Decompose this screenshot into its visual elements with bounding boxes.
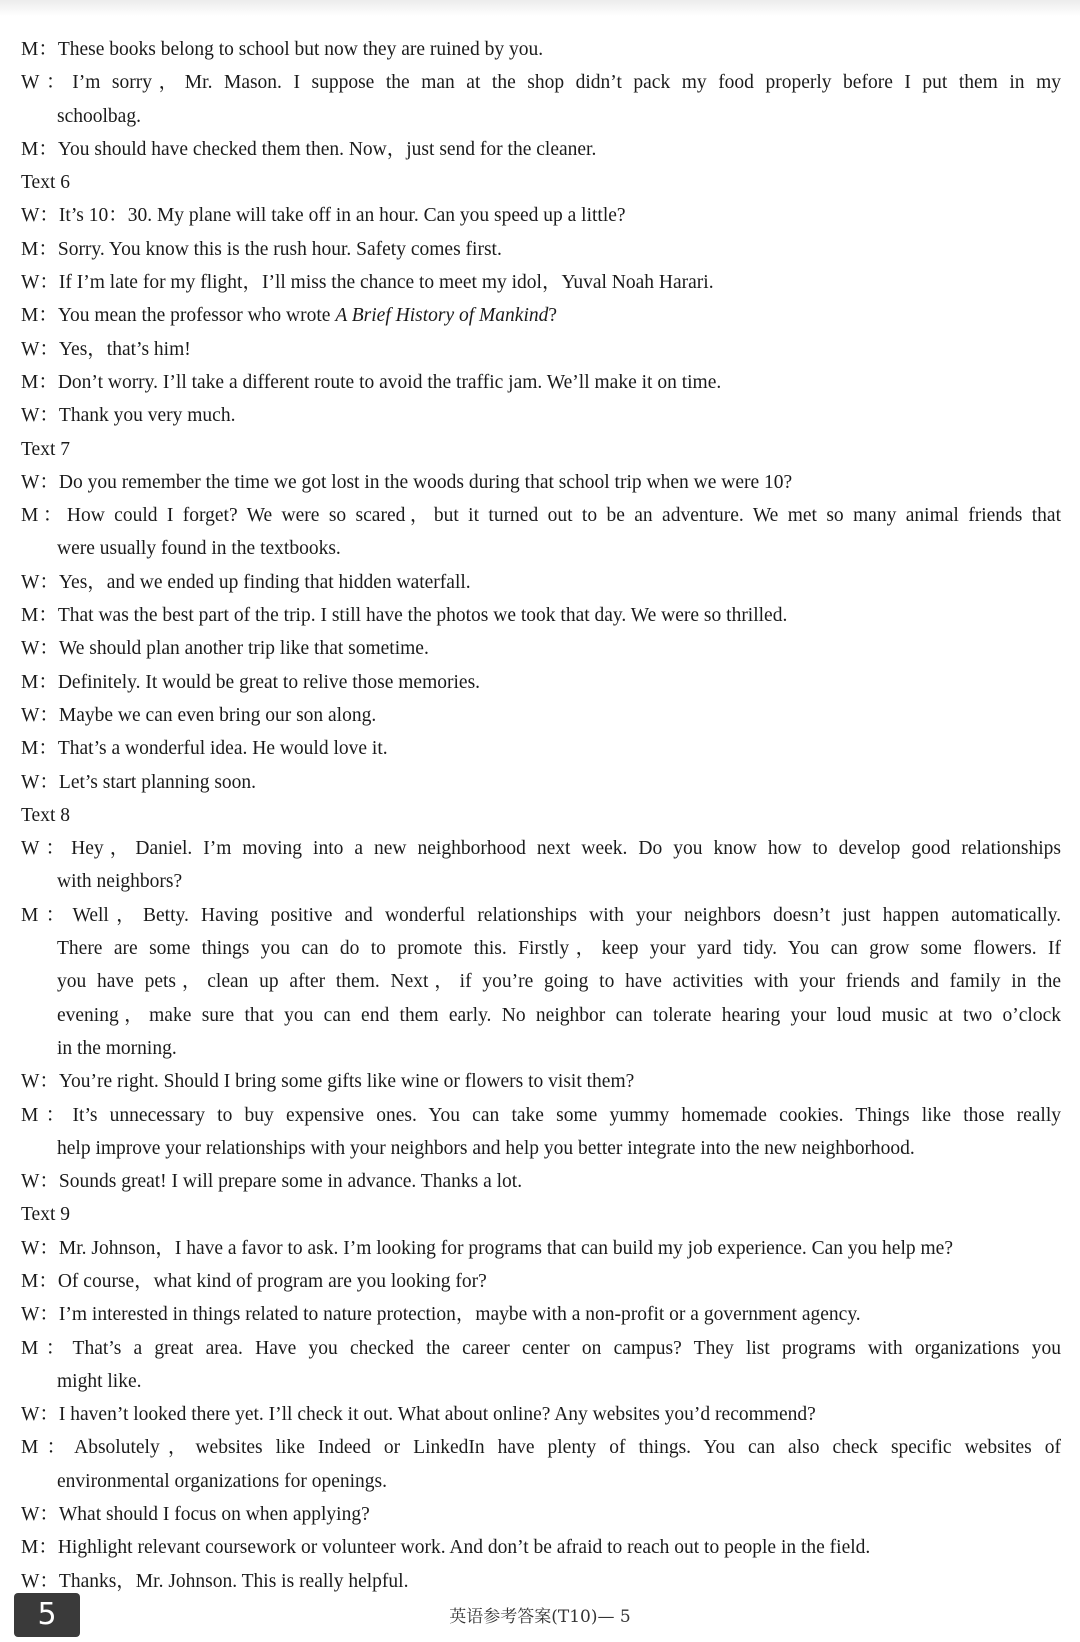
- dialogue-text: Do you remember the time we got lost in the woods during that school trip when we were 10?: [58, 471, 793, 493]
- book-title: A Brief History of Mankind: [335, 305, 549, 327]
- dialogue-text: Mr. Johnson，I have a favor to ask. I’m looking for programs that can build my job experience. Can you help me?: [58, 1237, 953, 1259]
- speaker-label: W：: [21, 638, 59, 660]
- dialogue-line: [21, 666, 1061, 699]
- dialogue-line: [21, 1165, 1061, 1198]
- dialogue-line: [21, 566, 1061, 599]
- dialogue-line: [21, 1565, 1061, 1598]
- dialogue-line: [21, 133, 1061, 166]
- speaker-label: W：: [21, 338, 59, 360]
- dialogue-line: [21, 333, 1061, 366]
- dialogue-continuation: environmental organizations for openings.: [57, 1470, 387, 1492]
- section-header: Text 8: [21, 804, 70, 826]
- dialogue-text: Let’s start planning soon.: [58, 771, 257, 793]
- dialogue-text: Maybe we can even bring our son along.: [58, 704, 377, 726]
- dialogue-line: [21, 33, 1061, 66]
- dialogue-continuation: schoolbag.: [57, 105, 141, 127]
- dialogue-text: Hey，Daniel. I’m moving into a new neighborhood next week. Do you know how to develop good relationships: [71, 838, 1061, 860]
- dialogue-text: Definitely. It would be great to relive those memories.: [57, 671, 481, 693]
- speaker-label: W：: [21, 1171, 59, 1193]
- speaker-label: M：: [21, 305, 58, 327]
- dialogue-continuation: There are some things you can do to promote this. Firstly，keep your yard tidy. You can grow some flowers. If: [57, 938, 1061, 960]
- dialogue-line: [21, 499, 1061, 532]
- speaker-label: W：: [21, 471, 59, 493]
- dialogue-continuation: help improve your relationships with your neighbors and help you better integrate into the new neighborhood.: [57, 1137, 915, 1159]
- dialogue-text: You mean the professor who wrote: [57, 305, 336, 327]
- speaker-label: M：: [21, 1270, 58, 1292]
- dialogue-line: [21, 199, 1061, 232]
- dialogue-text: I’m interested in things related to nature protection，maybe with a non-profit or a government agency.: [58, 1304, 861, 1326]
- dialogue-line: [21, 1065, 1061, 1098]
- dialogue-line: [21, 1531, 1061, 1564]
- speaker-label: W：: [21, 571, 59, 593]
- dialogue-text: Highlight relevant coursework or volunteer work. And don’t be afraid to reach out to people in the field.: [57, 1537, 871, 1559]
- dialogue-line: [21, 1332, 1061, 1365]
- speaker-label: W：: [21, 1071, 59, 1093]
- dialogue-text: Thank you very much.: [58, 405, 236, 427]
- dialogue-text: You should have checked them then. Now，just send for the cleaner.: [57, 138, 597, 160]
- dialogue-continuation: with neighbors?: [57, 871, 183, 893]
- dialogue-line: [21, 899, 1061, 932]
- page-number-badge: 5: [14, 1593, 80, 1637]
- dialogue-line: [21, 466, 1061, 499]
- dialogue-line: [21, 266, 1061, 299]
- dialogue-text: Well，Betty. Having positive and wonderful relationships with your neighbors doesn’t just happen automatically.: [72, 904, 1061, 926]
- speaker-label: M：: [21, 138, 58, 160]
- dialogue-line: [21, 832, 1061, 865]
- dialogue-text: That was the best part of the trip. I still have the photos we took that day. We were so thrilled.: [57, 605, 788, 627]
- speaker-label: W：: [21, 838, 72, 860]
- speaker-label: W：: [21, 704, 59, 726]
- dialogue-line: [21, 1099, 1061, 1132]
- dialogue-text: Sorry. You know this is the rush hour. Safety comes first.: [57, 238, 502, 260]
- dialogue-line: [21, 1232, 1061, 1265]
- speaker-label: M：: [21, 505, 67, 527]
- dialogue-line: [21, 399, 1061, 432]
- speaker-label: W：: [21, 1504, 59, 1526]
- dialogue-line: [21, 366, 1061, 399]
- dialogue-text: I haven’t looked there yet. I’ll check it out. What about online? Any websites you’d recommend?: [58, 1404, 816, 1426]
- dialogue-text: You’re right. Should I bring some gifts like wine or flowers to visit them?: [58, 1071, 635, 1093]
- speaker-label: W：: [21, 72, 73, 94]
- dialogue-text: How could I forget? We were so scared，but it turned out to be an adventure. We met so many animal friends that: [66, 505, 1061, 527]
- speaker-label: M：: [21, 1537, 58, 1559]
- speaker-label: M：: [21, 39, 58, 60]
- dialogue-line: [21, 1498, 1061, 1531]
- dialogue-text: Yes，and we ended up finding that hidden waterfall.: [58, 571, 471, 593]
- dialogue-text: Absolutely，websites like Indeed or LinkedIn have plenty of things. You can also check specific websites of: [74, 1437, 1061, 1459]
- section-header: Text 9: [21, 1204, 70, 1226]
- dialogue-text: Thanks，Mr. Johnson. This is really helpful.: [58, 1570, 409, 1592]
- speaker-label: W：: [21, 1237, 59, 1259]
- dialogue-text: Sounds great! I will prepare some in advance. Thanks a lot.: [58, 1171, 523, 1193]
- speaker-label: W：: [21, 1404, 59, 1426]
- page-footer-caption: 英语参考答案(T10)— 5: [449, 1607, 631, 1627]
- speaker-label: M：: [21, 738, 58, 760]
- dialogue-continuation: in the morning.: [57, 1037, 177, 1059]
- dialogue-text: If I’m late for my flight，I’ll miss the chance to meet my idol，Yuval Noah Harari.: [58, 272, 714, 294]
- dialogue-text-end: ?: [548, 305, 558, 327]
- speaker-label: W：: [21, 405, 59, 427]
- dialogue-text: Yes，that’s him!: [58, 338, 191, 360]
- dialogue-line: [21, 1431, 1061, 1464]
- speaker-label: M：: [21, 238, 58, 260]
- speaker-label: W：: [21, 272, 59, 294]
- speaker-label: M：: [21, 1337, 73, 1359]
- dialogue-line: [21, 599, 1061, 632]
- dialogue-continuation: were usually found in the textbooks.: [57, 538, 341, 560]
- dialogue-text: We should plan another trip like that sometime.: [58, 638, 429, 660]
- dialogue-text: I’m sorry，Mr. Mason. I suppose the man at the shop didn’t pack my food properly before I put them in my: [72, 72, 1061, 94]
- speaker-label: W：: [21, 1304, 59, 1326]
- speaker-label: W：: [21, 771, 59, 793]
- speaker-label: W：: [21, 205, 59, 227]
- dialogue-line: [21, 1398, 1061, 1431]
- section-header: Text 7: [21, 438, 70, 460]
- dialogue-text: These books belong to school but now they are ruined by you.: [57, 39, 544, 60]
- dialogue-text: That’s a great area. Have you checked the career center on campus? They list programs with organizations you: [72, 1337, 1061, 1359]
- dialogue-line: [21, 699, 1061, 732]
- speaker-label: M：: [21, 904, 73, 926]
- dialogue-continuation: you have pets，clean up after them. Next，if you’re going to have activities with your friends and family in the: [57, 971, 1061, 993]
- dialogue-line: [21, 766, 1061, 799]
- dialogue-line: [21, 66, 1061, 99]
- speaker-label: M：: [21, 671, 58, 693]
- dialogue-text: Of course，what kind of program are you looking for?: [57, 1270, 487, 1292]
- speaker-label: M：: [21, 371, 58, 393]
- dialogue-text: It’s unnecessary to buy expensive ones. You can take some yummy homemade cookies. Things like those really: [72, 1104, 1061, 1126]
- section-header: Text 6: [21, 172, 70, 194]
- dialogue-text: That’s a wonderful idea. He would love it.: [57, 738, 388, 760]
- dialogue-text: What should I focus on when applying?: [58, 1504, 370, 1526]
- speaker-label: W：: [21, 1570, 59, 1592]
- dialogue-continuation: might like.: [57, 1370, 142, 1392]
- dialogue-line: [21, 233, 1061, 266]
- speaker-label: M：: [21, 1104, 73, 1126]
- dialogue-text: It’s 10：30. My plane will take off in an hour. Can you speed up a little?: [58, 205, 626, 227]
- transcript-page: [21, 33, 1061, 1598]
- dialogue-continuation: evening，make sure that you can end them early. No neighbor can tolerate hearing your loud music at two o’clock: [57, 1004, 1061, 1026]
- dialogue-line: [21, 1265, 1061, 1298]
- top-shadow: [0, 0, 1080, 16]
- dialogue-line: [21, 299, 1061, 332]
- dialogue-text: Don’t worry. I’ll take a different route to avoid the traffic jam. We’ll make it on time.: [57, 371, 722, 393]
- speaker-label: M：: [21, 605, 58, 627]
- dialogue-line: [21, 632, 1061, 665]
- dialogue-line: [21, 732, 1061, 765]
- speaker-label: M：: [21, 1437, 75, 1459]
- dialogue-line: [21, 1298, 1061, 1331]
